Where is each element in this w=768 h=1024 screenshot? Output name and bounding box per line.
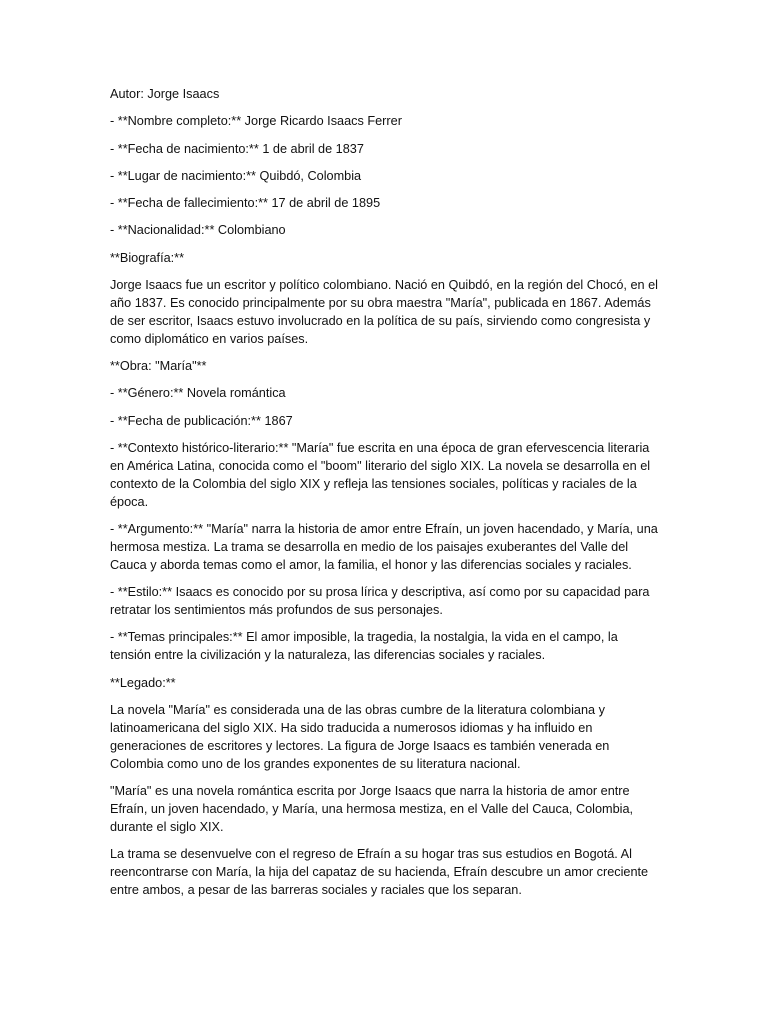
style-item: - **Estilo:** Isaacs es conocido por su prosa lírica y descriptiva, así como por su capacidad para retratar los sentimientos más profundos de sus personajes. — [110, 585, 650, 618]
death-date-item: - **Fecha de fallecimiento:** 17 de abril de 1895 — [110, 196, 381, 211]
publication-date-item: - **Fecha de publicación:** 1867 — [110, 413, 293, 428]
legacy-paragraph: La novela "María" es considerada una de las obras cumbre de la literatura colombiana y latinoamericana del siglo XIX. Ha sido traducida a numerosos idiomas y ha influido en generaciones de escritores y lectores. La figura de Jorge Isaacs es también venerada en Colombia como uno de los grandes exponentes de su literatura nacional. — [110, 702, 610, 771]
genre-item: - **Género:** Novela romántica — [110, 386, 286, 401]
context-item: - **Contexto histórico-literario:** "María" fue escrita en una época de gran efervescencia literaria en América Latina, conocida como el "boom" literario del siglo XIX. La novela se desarrolla en el contexto de la Colombia del siglo XIX y refleja las tensiones sociales, políticas y raciales de la época. — [110, 440, 651, 509]
full-name-item: - **Nombre completo:** Jorge Ricardo Isaacs Ferrer — [110, 114, 402, 129]
author-line: Autor: Jorge Isaacs — [110, 87, 220, 101]
birth-place-item: - **Lugar de nacimiento:** Quibdó, Colombia — [110, 168, 362, 183]
nationality-item: - **Nacionalidad:** Colombiano — [110, 223, 286, 238]
plot-item: - **Argumento:** "María" narra la historia de amor entre Efraín, un joven hacendado, y María, una hermosa mestiza. La trama se desarrolla en medio de los paisajes exuberantes del Valle del Cauca y aborda temas como el amor, la familia, el honor y las diferencias sociales y raciales. — [110, 522, 658, 572]
themes-item: - **Temas principales:** El amor imposible, la tragedia, la nostalgia, la vida en el campo, la tensión entre la civilización y la naturaleza, las diferencias sociales y raciales. — [110, 630, 618, 663]
summary-paragraph: "María" es una novela romántica escrita por Jorge Isaacs que narra la historia de amor entre Efraín, un joven hacendado, y María, una hermosa mestiza, en el Valle del Cauca, Colombia, durante el siglo XIX. — [110, 783, 634, 834]
plot-paragraph: La trama se desenvuelve con el regreso de Efraín a su hogar tras sus estudios en Bogotá. Al reencontrarse con María, la hija del capataz de su hacienda, Efraín descubre un amor creciente entre ambos, a pesar de las barreras sociales y raciales que los separan. — [110, 846, 649, 897]
birth-date-item: - **Fecha de nacimiento:** 1 de abril de 1837 — [110, 141, 364, 156]
document-page — [110, 86, 658, 909]
biography-paragraph: Jorge Isaacs fue un escritor y político colombiano. Nació en Quibdó, en la región del Chocó, en el año 1837. Es conocido principalmente por su obra maestra "María", publicada en 1867. Además de ser escritor, Isaacs estuvo involucrado en la política de su país, sirviendo como congresista y como diplomático en varios países. — [110, 278, 658, 346]
biography-heading: **Biografía:** — [110, 250, 185, 265]
legacy-heading: **Legado:** — [110, 675, 176, 690]
work-heading: **Obra: "María"** — [110, 359, 207, 374]
